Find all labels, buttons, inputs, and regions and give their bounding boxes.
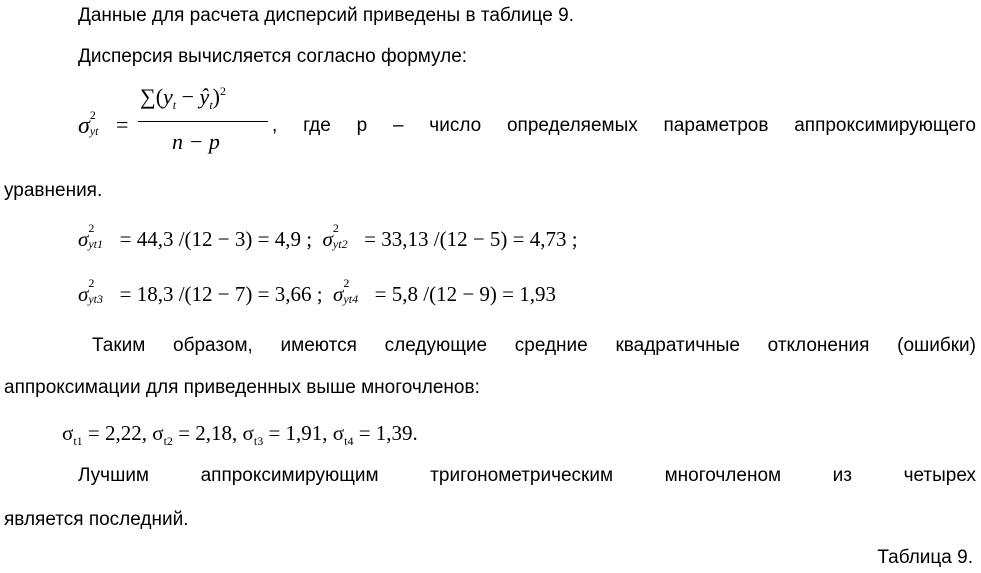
fraction-bar <box>138 121 268 122</box>
variance-line-2: σ 2 yt3 = 18,3 /(12 − 7) = 3,66 ; σ 2 yt4 = 5,8 /(12 − 9) = 1,93 <box>78 276 557 306</box>
paragraph-conclusion-line-1: Таким образом, имеются следующие средние квадратичные отклонения (ошибки) <box>92 335 976 356</box>
paragraph-table-reference: Данные для расчета дисперсий приведены в таблице 9. <box>78 5 574 26</box>
formula-denominator: n − p <box>172 129 220 154</box>
variance-line-1: σ 2 yt1 = 44,3 /(12 − 3) = 4,9 ; σ 2 yt2 = 33,13 /(12 − 5) = 4,73 ; <box>78 221 578 251</box>
paragraph-best-polynomial-line-2: является последний. <box>4 509 189 530</box>
table-caption: Таблица 9. <box>877 547 973 568</box>
formula-equals: = <box>116 112 129 137</box>
paragraph-conclusion-line-2: аппроксимации для приведенных выше многочленов: <box>4 377 480 398</box>
formula-explanation: , где р – число определяемых параметров аппроксимирующего <box>272 115 976 136</box>
formula-continuation: уравнения. <box>4 180 103 201</box>
paragraph-formula-intro: Дисперсия вычисляется согласно формуле: <box>78 46 468 67</box>
formula-numerator: $\sum(y_t$ − $ŷ_t)^2$ <box>140 84 226 112</box>
formula-lhs: σ 2 yt <box>78 108 99 139</box>
sigma-values: $\sigma_{t1} = 2,22$, $\sigma_{t2} = 2,18$, $\sigma_{t3} = 1,91$, $\sigma_{t4} = 1,39$. <box>62 421 418 448</box>
paragraph-best-polynomial-line-1: Лучшим аппроксимирующим тригонометрическим многочленом из четырех <box>78 465 976 486</box>
